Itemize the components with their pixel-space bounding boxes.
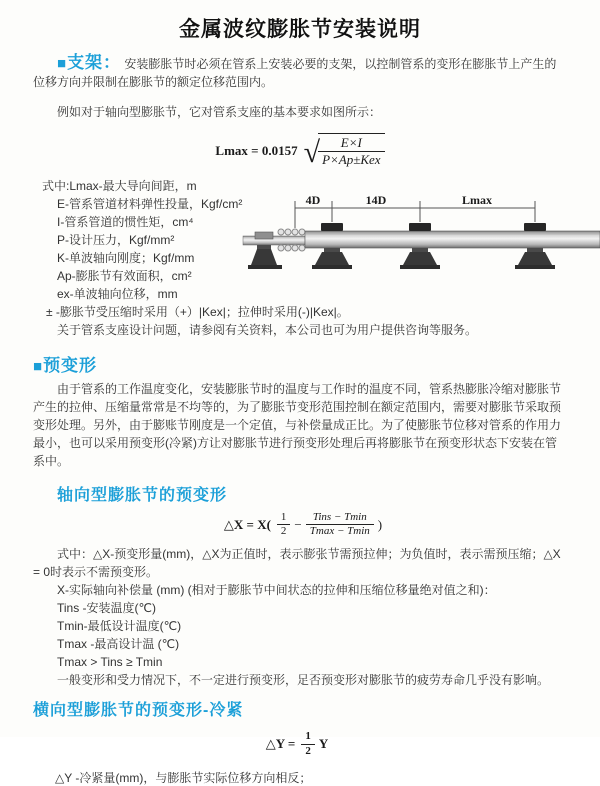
predeform-paragraph: 由于管系的工作温度变化，安装膨胀节时的温度与工作时的温度不同，管系热膨胀冷缩对膨胀节产生的拉伸、压缩量常常是不均等的，为了膨胀节变形范围控制在额定范围内，需要对膨胀节采取预变形处理。另外，由于膨账节刚度是一个定值，与补偿量成正比。为了使膨胀节位移对管系的作用力最小，也可以采用预变形(冷紧)方让对膨胀节进行预变形处理后再将膨胀节在预变形状态下安装在管系中。 <box>33 381 562 468</box>
lmax-fraction <box>318 135 385 169</box>
lateral-formula-rhs: Y <box>318 736 329 752</box>
axial-formula <box>43 511 567 540</box>
support-intro-paragraph <box>33 54 567 91</box>
temp-fraction-denominator: Tmax − Tmin <box>306 524 374 539</box>
lateral-note: △Y -冷紧量(mm)，与膨胀节实际位移方向相反； <box>55 770 312 785</box>
definition-line: ± -膨胀节受压缩时采用（+）|Kex|；拉伸时采用(-)|Kex|。 <box>46 304 349 319</box>
radical-sign: √ <box>303 136 321 170</box>
lateral-formula-lhs: △Y = <box>265 736 296 752</box>
dimension-labels <box>306 193 492 207</box>
main-pipe <box>305 231 600 248</box>
section-square-marker: ■ <box>33 357 44 375</box>
axial-line: 一般变形和受力情况下，不一定进行预变形，足否预变形对膨胀节的疲劳寿命几乎没有影响。 <box>57 673 550 687</box>
lateral-subsection-heading: 横向型膨胀节的预变形-冷紧 <box>33 702 244 719</box>
page-title: 金属波纹膨胀节安装说明 <box>179 18 421 41</box>
support-consulting-note: 关于管系支座设计问题，请参阅有关资料，本公司也可为用户提供咨询等服务。 <box>57 322 478 337</box>
minus-operator: − <box>294 516 302 532</box>
lmax-fraction-denominator: P×Ap±Kex <box>318 151 385 168</box>
axial-line: Tmin-最低设计温度(℃) <box>57 619 182 633</box>
axial-line: X-实际轴向补偿量 (mm) (相对于膨胀节中间状态的拉伸和压缩位移量绝对值之和)： <box>57 583 496 597</box>
section-square-marker: ■ <box>57 55 68 72</box>
half-denominator: 2 <box>277 524 291 539</box>
predeform-section-heading <box>33 351 567 376</box>
lateral-half-denominator: 2 <box>301 744 315 759</box>
lateral-half-numerator: 1 <box>305 730 311 742</box>
lmax-formula <box>33 133 567 169</box>
support-intro-text: 安装膨胀节时必须在管系上安装必要的支架，以控制管系的变形在膨胀节上产生的位移方向并限制在膨胀节的额定位移范围内。 <box>33 57 557 89</box>
definition-line: Ap-膨胀节有效面积，cm² <box>57 268 192 283</box>
lateral-formula <box>33 730 567 759</box>
definition-line: E-管系管道材料弹性投量，Kgf/cm² <box>57 196 243 211</box>
support-section-heading <box>57 53 121 72</box>
lmax-formula-lhs: Lmax = 0.0157 <box>215 142 298 158</box>
lmax-fraction-numerator: E×I <box>340 135 362 150</box>
right-paren: ) <box>377 516 383 532</box>
one-half-fraction <box>277 511 291 540</box>
lmax-radicand <box>318 133 385 169</box>
axial-line: Tmax -最高设计温 (℃) <box>57 637 180 651</box>
dim-label-lmax: Lmax <box>462 193 492 207</box>
definition-line: K-单波轴向刚度；Kgf/mm <box>57 250 195 265</box>
definition-line: 式中:Lmax-最大导向间距，m <box>42 178 197 193</box>
temp-fraction-numerator: Tins − Tmin <box>312 510 367 523</box>
dim-label-4d: 4D <box>305 193 321 207</box>
axial-line: Tins -安装温度(℃) <box>57 601 157 615</box>
axial-definitions <box>33 545 567 689</box>
definition-line: P-设计压力，Kgf/mm² <box>57 232 175 247</box>
half-numerator: 1 <box>280 510 287 523</box>
definition-line: I-管系管道的惯性矩，cm⁴ <box>57 214 194 229</box>
support-heading-label: 支架： <box>67 53 122 72</box>
axial-line: Tmax > Tins ≥ Tmin <box>57 655 163 669</box>
axial-subsection-heading: 轴向型膨胀节的预变形 <box>57 486 228 504</box>
predeform-heading-label: 预变形 <box>43 355 98 375</box>
support-example-line: 例如对于轴向型膨胀节，它对管系支座的基本要求如图所示： <box>57 105 382 119</box>
lateral-half-fraction <box>301 730 315 759</box>
inlet-pipe <box>243 236 305 245</box>
definition-line: ex-单波轴向位移，mm <box>57 286 178 301</box>
axial-formula-lhs: △X = X( <box>223 516 271 532</box>
dim-label-14d: 14D <box>365 193 387 207</box>
temperature-fraction <box>306 511 374 540</box>
axial-line: 式中：△X-预变形量(mm)，△X为正值时，表示膨张节需预拉伸；为负值时，表示需预压缩；△X = 0时表示不需预变形。 <box>33 547 561 579</box>
pipe-support-diagram <box>243 192 600 288</box>
